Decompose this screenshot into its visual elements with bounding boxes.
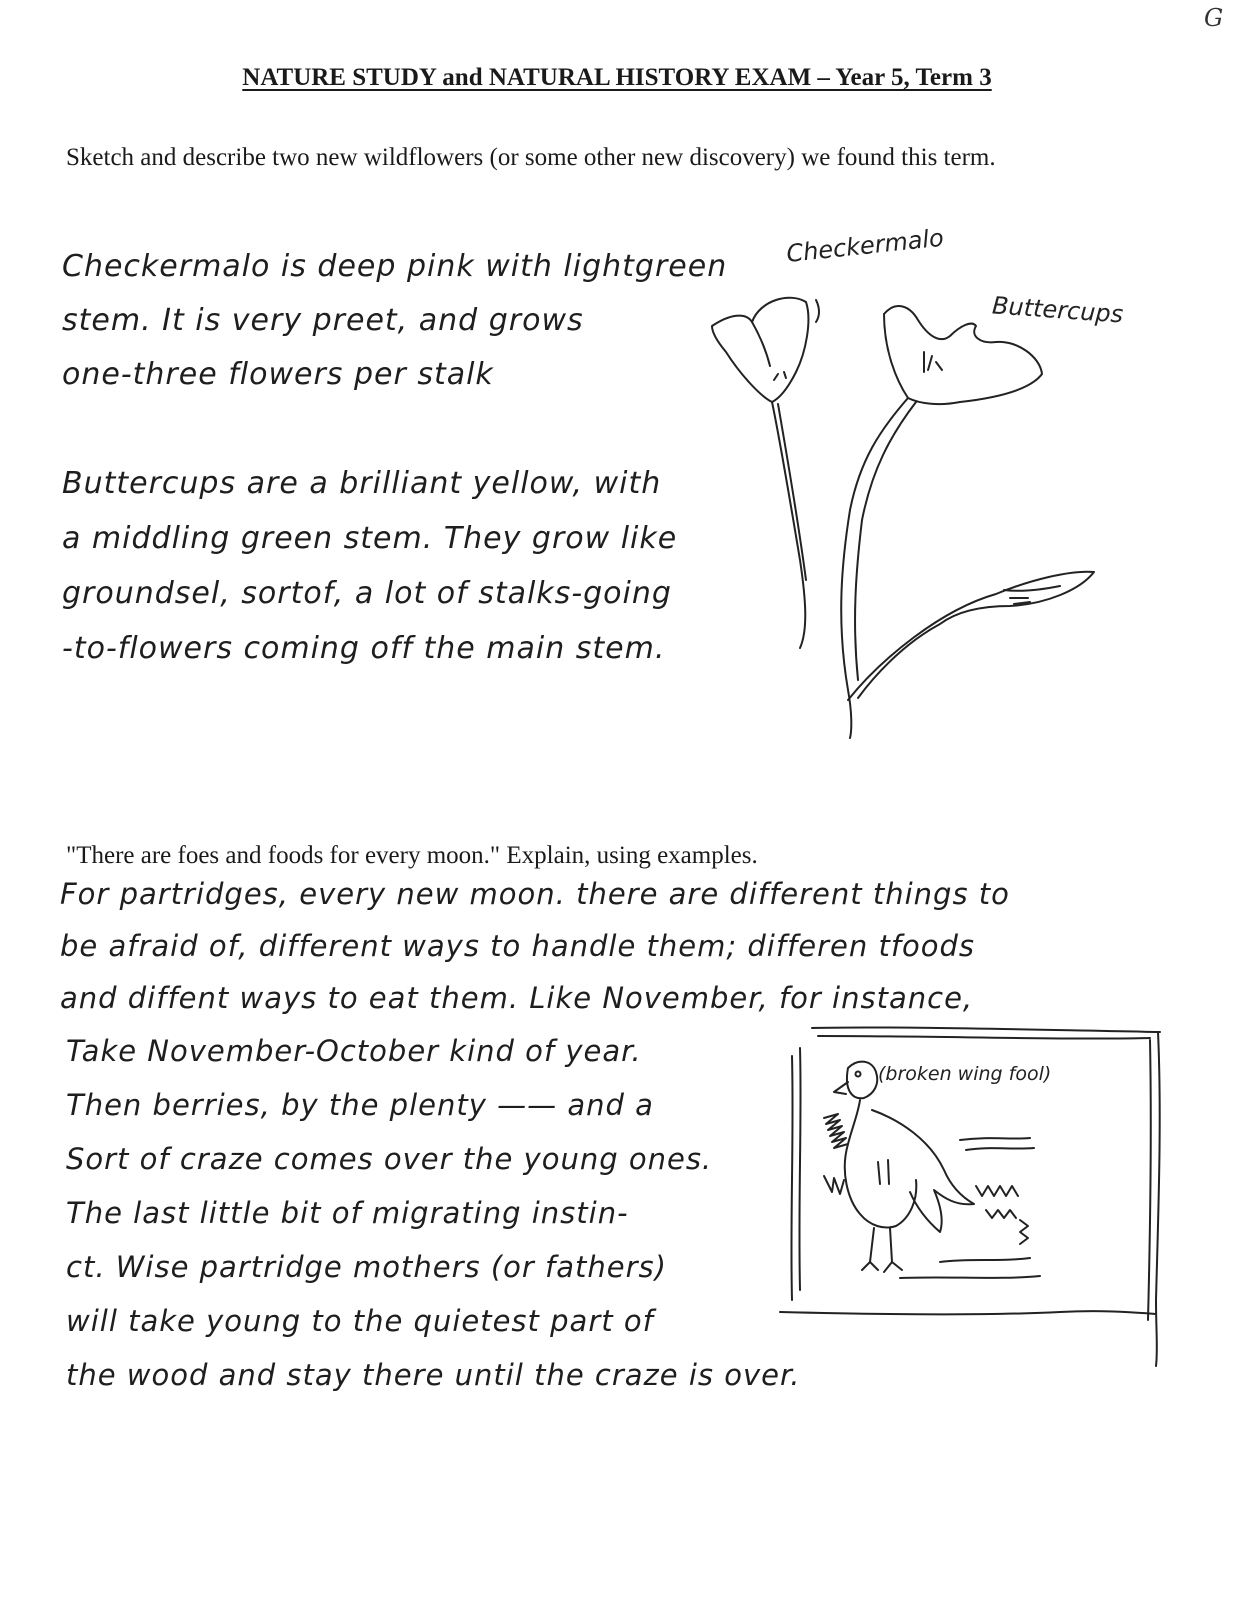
sketch-label-checkermalo: Checkermalo [785,223,946,268]
partridge-head [847,1062,877,1099]
answer-line: the wood and stay there until the craze is over. [66,1358,801,1392]
sketch-label-buttercups: Buttercups [991,291,1125,329]
answer-line: one-three flowers per stalk [62,357,494,392]
answer-line: Checkermalo is deep pink with lightgreen [62,249,728,284]
answer-line: -to-flowers coming off the main stem. [62,631,666,666]
answer-line: Buttercups are a brilliant yellow, with [62,466,662,501]
answer-line: Sort of craze comes over the young ones. [66,1142,713,1176]
question-1-prompt: Sketch and describe two new wildflowers (or some other new discovery) we found this term. [66,144,996,171]
answer-line: a middling green stem. They grow like [62,521,678,556]
answer-line: For partridges, every new moon. there are different things to [60,877,1010,911]
question-2-prompt: "There are foes and foods for every moon." Explain, using examples. [66,842,758,869]
corner-mark: G [1204,4,1224,32]
partridge-broken-wing [872,1110,974,1232]
answer-line: ct. Wise partridge mothers (or fathers) [66,1250,667,1284]
answer-line: and diffent ways to eat them. Like November, for instance, [60,981,974,1015]
sketch-frame [812,1027,1160,1038]
answer-line: will take young to the quietest part of [66,1304,654,1338]
answer-line: groundsel, sortof, a lot of stalks-going [62,576,672,611]
answer-line: be afraid of, different ways to handle them; differen tfoods [60,929,976,963]
answer-line: The last little bit of migrating instin- [66,1196,629,1230]
answer-line: Take November-October kind of year. [66,1034,642,1068]
sketch-label-broken-wing: (broken wing fool) [878,1063,1052,1085]
partridge-body [845,1100,917,1228]
answer-line: Then berries, by the plenty —— and a [66,1088,654,1122]
page-title: NATURE STUDY and NATURAL HISTORY EXAM – Year 5, Term 3 [242,64,992,91]
answer-line: stem. It is very preet, and grows [62,303,584,338]
